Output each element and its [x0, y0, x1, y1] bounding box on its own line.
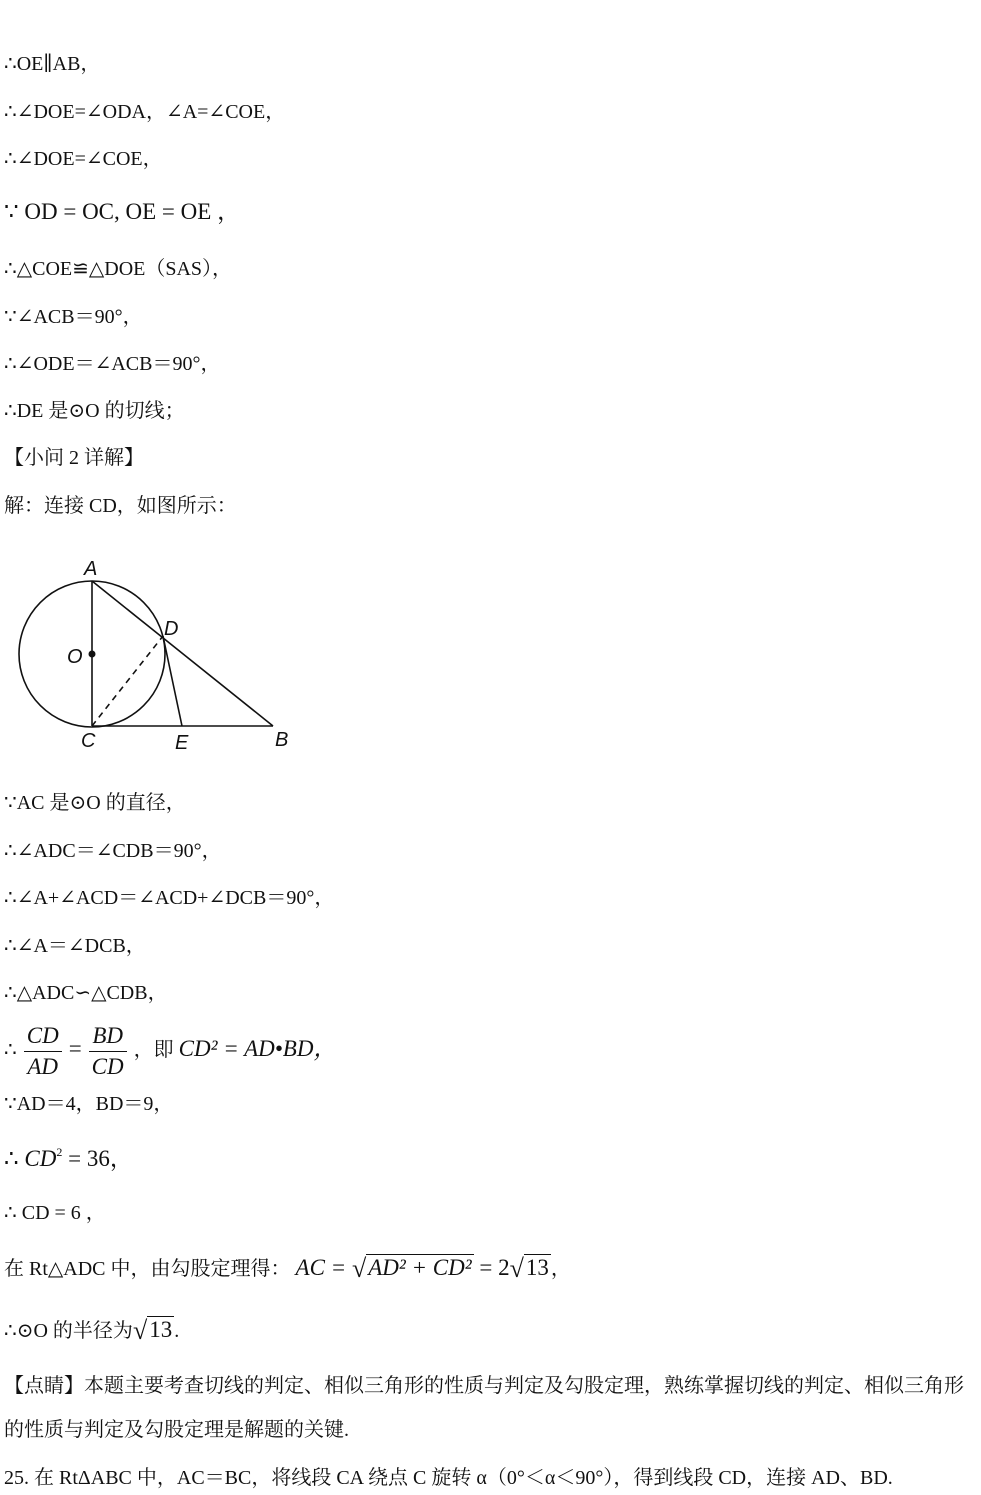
proof-line-8: ∴DE 是⊙O 的切线；	[4, 400, 185, 422]
fraction-cd-ad	[24, 1021, 62, 1082]
proof-line-11: ∵AC 是⊙O 的直径，	[4, 792, 186, 814]
pythagoras-line	[4, 1256, 571, 1281]
proof-line-6: ∵∠ACB＝90°，	[4, 306, 143, 328]
fraction-numerator: CD	[24, 1021, 62, 1052]
proof-line-2: ∴∠DOE=∠ODA，∠A=∠COE，	[4, 101, 286, 123]
segment-ab	[92, 581, 273, 726]
proof-line-13: ∴∠A+∠ACD＝∠ACD+∠DCB＝90°，	[4, 887, 335, 909]
fraction-denominator: AD	[27, 1053, 59, 1079]
segment-de	[163, 636, 182, 726]
radius-end: .	[174, 1320, 180, 1342]
equals-two: = 2	[473, 1255, 510, 1280]
radicand-13: 13	[149, 1317, 173, 1342]
fraction-middle-text: ，即	[133, 1039, 174, 1061]
proof-line-5: ∴△COE≌△DOE（SAS），	[4, 258, 233, 280]
cd-squared-line	[4, 1147, 133, 1171]
sqrt-13	[510, 1256, 551, 1281]
proof-line-4: ∵ OD = OC, OE = OE ，	[4, 199, 241, 224]
fraction-bd-cd	[89, 1021, 127, 1082]
proof-line-19: ∴ CD = 6 ，	[4, 1202, 106, 1224]
question-25: 25. 在 RtΔABC 中，AC＝BC，将线段 CA 绕点 C 旋转 α（0°＜α＜90°），得到线段 CD，连接 AD、BD.	[4, 1467, 893, 1489]
radical-icon: √	[351, 1254, 367, 1283]
sqrt-expression	[352, 1256, 474, 1281]
section-heading: 【小问 2 详解】	[4, 447, 144, 469]
comment-paragraph: 【点睛】本题主要考查切线的判定、相似三角形的性质与判定及勾股定理，熟练掌握切线的判定、相似三角形的性质与判定及勾股定理是解题的关键.	[4, 1375, 964, 1441]
proof-line-1: ∴OE∥AB，	[4, 53, 101, 75]
sqrt-13	[133, 1318, 174, 1343]
radical-icon: √	[132, 1316, 148, 1345]
pythagoras-text: 在 Rt△ADC 中，由勾股定理得：	[4, 1258, 291, 1280]
ac-lhs: AC =	[295, 1255, 352, 1280]
proof-line-3: ∴∠DOE=∠COE，	[4, 148, 163, 170]
therefore-symbol: ∴	[4, 1039, 17, 1061]
fraction-rhs: CD² = AD•BD，	[178, 1036, 337, 1061]
label-o: O	[67, 646, 83, 668]
label-d: D	[164, 618, 179, 640]
fraction-numerator: BD	[89, 1021, 127, 1052]
proof-line-15: ∴△ADC∽△CDB，	[4, 982, 168, 1004]
exponent: 2	[56, 1145, 63, 1159]
radius-line	[4, 1318, 179, 1343]
proof-line-12: ∴∠ADC＝∠CDB＝90°，	[4, 840, 222, 862]
pythagoras-end: ，	[550, 1258, 571, 1280]
radicand-13: 13	[525, 1255, 549, 1280]
radius-text: ∴⊙O 的半径为	[4, 1320, 133, 1342]
label-c: C	[81, 730, 96, 752]
fraction-denominator: CD	[91, 1053, 124, 1079]
cd-squared-rest: = 36，	[62, 1146, 133, 1171]
center-point-o	[89, 651, 96, 658]
geometry-figure	[10, 553, 300, 753]
label-b: B	[275, 729, 289, 751]
solution-intro: 解：连接 CD，如图所示：	[4, 495, 237, 517]
label-e: E	[175, 732, 189, 753]
equals-sign: =	[68, 1036, 82, 1061]
proof-line-7: ∴∠ODE＝∠ACB＝90°，	[4, 353, 221, 375]
fraction-line	[4, 1018, 336, 1082]
proof-line-17: ∵AD＝4，BD＝9，	[4, 1093, 174, 1115]
radical-icon: √	[509, 1254, 524, 1283]
cd-expression: CD	[24, 1146, 57, 1171]
radicand: AD² + CD²	[368, 1255, 472, 1280]
therefore-symbol: ∴	[4, 1146, 19, 1171]
segment-cd-dashed	[92, 636, 163, 726]
proof-line-14: ∴∠A＝∠DCB，	[4, 935, 146, 957]
label-a: A	[84, 558, 98, 580]
